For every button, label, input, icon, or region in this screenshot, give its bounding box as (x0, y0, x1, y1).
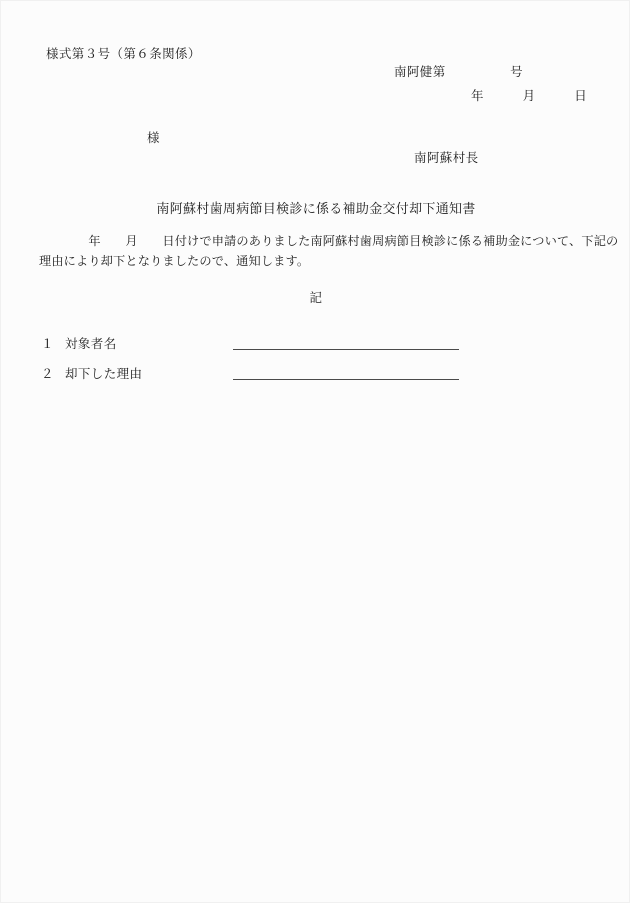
rejection-reason-blank-field[interactable] (233, 379, 459, 380)
item-number: ２ (41, 366, 54, 381)
item-row (41, 334, 581, 364)
ki-mark: 記 (309, 290, 323, 305)
body-paragraph (39, 232, 619, 272)
document-number: 南阿健第 号 (394, 64, 524, 79)
body-line-1: 年 月 日付けで申請のありました南阿蘇村歯周病節目検診に係る補助金について、下記の (39, 234, 619, 248)
item-number: １ (41, 336, 54, 351)
document-title: 南阿蘇村歯周病節目検診に係る補助金交付却下通知書 (156, 202, 476, 217)
item-row (41, 364, 581, 394)
target-name-blank-field[interactable] (233, 349, 459, 350)
issuer-name: 南阿蘇村長 (414, 150, 479, 165)
document-date: 年 月 日 (471, 88, 588, 103)
addressee-honorific: 様 (147, 130, 160, 145)
item-label-rejection-reason: 却下した理由 (65, 366, 143, 381)
item-list (41, 334, 581, 394)
body-line-2: 理由により却下となりましたので、通知します。 (39, 253, 310, 268)
item-label-target-name: 対象者名 (65, 336, 117, 351)
form-number: 様式第３号（第６条関係） (46, 46, 201, 61)
